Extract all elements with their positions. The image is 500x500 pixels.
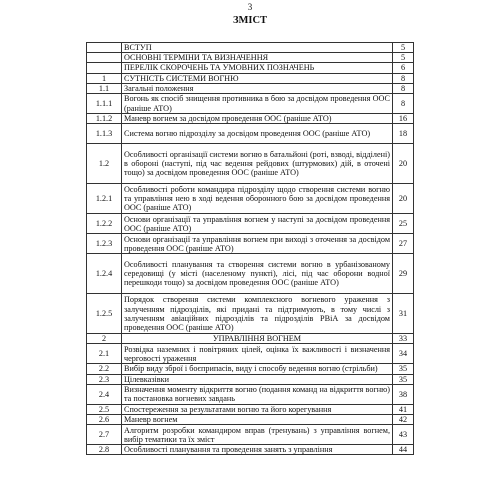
toc-section-title: ВСТУП <box>122 43 393 53</box>
toc-row <box>87 344 414 364</box>
toc-section-title: Алгоритм розробки командиром вправ (тренувань) з управління вогнем, вибір тематики та їх зміст <box>122 425 393 445</box>
toc-section-title: Цілевказівки <box>122 374 393 384</box>
toc-section-title: Спостереження за результатами вогню та його корегування <box>122 404 393 414</box>
toc-section-number <box>87 53 122 63</box>
toc-section-number <box>87 43 122 53</box>
toc-page-number: 20 <box>393 184 414 214</box>
toc-row <box>87 94 414 114</box>
toc-row <box>87 184 414 214</box>
toc-section-number: 2.2 <box>87 364 122 374</box>
toc-row <box>87 144 414 184</box>
toc-page-number: 6 <box>393 63 414 73</box>
toc-section-number: 1.1.1 <box>87 94 122 114</box>
toc-body <box>87 43 414 455</box>
toc-section-number: 2.4 <box>87 384 122 404</box>
toc-row <box>87 254 414 294</box>
toc-section-title: Маневр вогнем <box>122 415 393 425</box>
toc-page-number: 41 <box>393 404 414 414</box>
toc-page-number: 38 <box>393 384 414 404</box>
toc-section-number: 1.2.3 <box>87 234 122 254</box>
toc-section-number: 2 <box>87 334 122 344</box>
toc-section-title: Вогонь як спосіб знищення противника в бою за досвідом проведення ООС (раніше АТО) <box>122 94 393 114</box>
toc-page-number: 35 <box>393 364 414 374</box>
table-of-contents <box>86 42 414 455</box>
toc-section-number: 1.2.4 <box>87 254 122 294</box>
toc-row <box>87 114 414 124</box>
toc-row <box>87 425 414 445</box>
toc-row <box>87 124 414 144</box>
toc-page-number: 5 <box>393 43 414 53</box>
toc-section-number: 2.3 <box>87 374 122 384</box>
toc-row <box>87 43 414 53</box>
toc-section-title: Розвідка наземних і повітряних цілей, оцінка їх важливості і визначення черговості ураження <box>122 344 393 364</box>
toc-section-title: Основи організації та управління вогнем у наступі за досвідом проведення ООС (раніше АТО) <box>122 214 393 234</box>
toc-page-number: 18 <box>393 124 414 144</box>
toc-row <box>87 53 414 63</box>
toc-section-title: Загальні положення <box>122 83 393 93</box>
toc-section-title: Порядок створення системи комплексного вогневого ураження з залученням підрозділів, які придані та підтримують, в тому числі з залученням авіаційних підрозділів та підрозділів РВіА за досвідом проведення ООС (раніше АТО) <box>122 294 393 334</box>
toc-row <box>87 415 414 425</box>
toc-section-number: 2.6 <box>87 415 122 425</box>
toc-page-number: 31 <box>393 294 414 334</box>
toc-section-title: Особливості планування та проведення занять з управління <box>122 445 393 455</box>
toc-section-number: 1.2.1 <box>87 184 122 214</box>
toc-row <box>87 83 414 93</box>
toc-page-number: 16 <box>393 114 414 124</box>
toc-page-number: 8 <box>393 83 414 93</box>
toc-page-number: 20 <box>393 144 414 184</box>
toc-section-title: ПЕРЕЛІК СКОРОЧЕНЬ ТА УМОВНИХ ПОЗНАЧЕНЬ <box>122 63 393 73</box>
toc-section-number: 1.2.5 <box>87 294 122 334</box>
toc-row <box>87 334 414 344</box>
toc-row <box>87 214 414 234</box>
toc-section-number: 1 <box>87 73 122 83</box>
toc-page-number: 27 <box>393 234 414 254</box>
page-title: ЗМІСТ <box>232 15 268 26</box>
toc-page-number: 43 <box>393 425 414 445</box>
toc-section-number: 1.1.3 <box>87 124 122 144</box>
toc-section-title: Особливості роботи командира підрозділу щодо створення системи вогню та управління нею в ході ведення оборонного бою за досвідом проведення ООС (раніше АТО) <box>122 184 393 214</box>
toc-row <box>87 384 414 404</box>
toc-page-number: 34 <box>393 344 414 364</box>
toc-row <box>87 404 414 414</box>
toc-page-number: 8 <box>393 73 414 83</box>
page-number: 3 <box>247 2 253 12</box>
toc-page-number: 25 <box>393 214 414 234</box>
toc-section-title: Особливості планування та створення системи вогню в урбанізованому середовищі (у місті (населеному пункті), лісі, під час оборони водної перешкоди тощо) за досвідом проведення ООС (раніше АТО) <box>122 254 393 294</box>
toc-section-number: 2.7 <box>87 425 122 445</box>
toc-section-title: Маневр вогнем за досвідом проведення ООС (раніше АТО) <box>122 114 393 124</box>
toc-section-number: 2.8 <box>87 445 122 455</box>
toc-section-title: Визначення моменту відкриття вогню (подання команд на відкриття вогню) та постановка вогневих завдань <box>122 384 393 404</box>
toc-row <box>87 294 414 334</box>
toc-section-number: 2.1 <box>87 344 122 364</box>
toc-row <box>87 73 414 83</box>
toc-section-number: 1.2.2 <box>87 214 122 234</box>
toc-row <box>87 234 414 254</box>
toc-section-title: Система вогню підрозділу за досвідом проведення ООС (раніше АТО) <box>122 124 393 144</box>
toc-page-number: 35 <box>393 374 414 384</box>
toc-page-number: 33 <box>393 334 414 344</box>
toc-row <box>87 63 414 73</box>
toc-page-number: 42 <box>393 415 414 425</box>
toc-section-title: Основи організації та управління вогнем при виході з оточення за досвідом проведення ООС (раніше АТО) <box>122 234 393 254</box>
toc-row <box>87 374 414 384</box>
toc-section-number: 1.1 <box>87 83 122 93</box>
toc-section-title: Особливості організації системи вогню в батальйоні (роті, взводі, відділені) в обороні (наступі, під час ведення рейдових (штурмових) дій, в оточені тощо) за досвідом проведення ООС (раніше АТО) <box>122 144 393 184</box>
toc-page-number: 8 <box>393 94 414 114</box>
toc-section-title: Вибір виду зброї і боєприпасів, виду і способу ведення вогню (стрільби) <box>122 364 393 374</box>
toc-row <box>87 364 414 374</box>
toc-page-number: 29 <box>393 254 414 294</box>
toc-section-number: 1.2 <box>87 144 122 184</box>
toc-page-number: 5 <box>393 53 414 63</box>
toc-section-title: ОСНОВНІ ТЕРМІНИ ТА ВИЗНАЧЕННЯ <box>122 53 393 63</box>
toc-section-number: 2.5 <box>87 404 122 414</box>
toc-section-number <box>87 63 122 73</box>
toc-section-number: 1.1.2 <box>87 114 122 124</box>
toc-section-title: СУТНІСТЬ СИСТЕМИ ВОГНЮ <box>122 73 393 83</box>
toc-row <box>87 445 414 455</box>
toc-page-number: 44 <box>393 445 414 455</box>
toc-section-title: УПРАВЛІННЯ ВОГНЕМ <box>122 334 393 344</box>
